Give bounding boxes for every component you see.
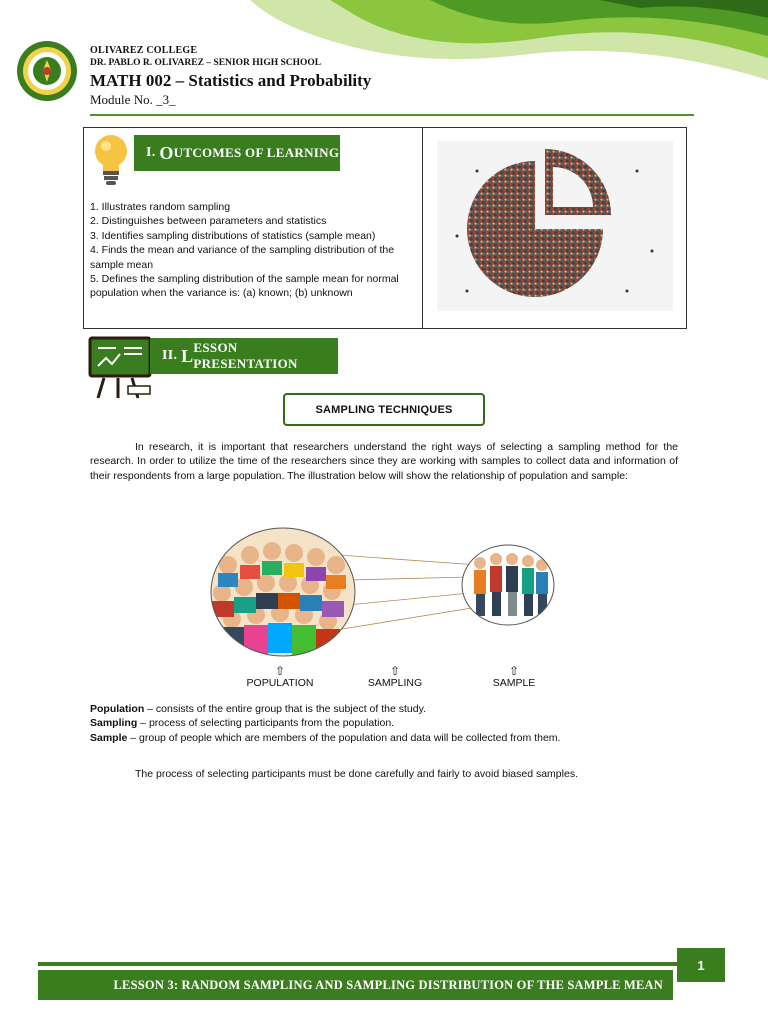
outcomes-heading-initial: O [159, 142, 174, 163]
definition-population [90, 702, 690, 716]
outcome-item: 2. Distinguishes between parameters and statistics [90, 215, 327, 228]
definition-sample [90, 731, 690, 745]
definition-text: – group of people which are members of the population and data will be collected from them. [127, 731, 561, 744]
up-arrow-icon: ⇧ [389, 664, 401, 678]
outcome-item: 4. Finds the mean and variance of the sampling distribution of the sample mean [90, 244, 395, 271]
footer-rule [38, 962, 725, 966]
sample-label [484, 665, 544, 689]
definition-text: – consists of the entire group that is the subject of the study. [144, 703, 426, 715]
definition-term: Population [90, 703, 145, 715]
up-arrow-icon: ⇧ [508, 664, 520, 678]
page-number: 1 [677, 948, 725, 982]
outcomes-table-divider [422, 127, 423, 329]
definition-term: Sample [90, 731, 128, 744]
teaching-board-icon [88, 336, 154, 400]
definition-sampling [90, 716, 690, 730]
sampling-label [360, 665, 430, 689]
definition-term: Sampling [90, 717, 138, 730]
lesson-heading-rest: ESSON PRESENTATION [193, 340, 298, 371]
lesson-heading-initial: L [181, 345, 194, 366]
header-text-block [90, 44, 371, 108]
header-rule [90, 114, 694, 116]
course-title: MATH 002 – Statistics and Probability [90, 71, 372, 90]
college-seal-logo [16, 40, 78, 102]
lesson-presentation-heading [150, 338, 338, 374]
sampling-techniques-title: SAMPLING TECHNIQUES [283, 393, 485, 426]
college-name: OLIVAREZ COLLEGE [90, 45, 198, 56]
population-label [240, 665, 320, 689]
module-number: Module No. _3_ [90, 92, 176, 107]
sampling-label-text: SAMPLING [367, 677, 423, 689]
population-sample-illustration [208, 525, 558, 660]
up-arrow-icon: ⇧ [274, 664, 286, 678]
population-label-text: POPULATION [246, 677, 314, 689]
outcome-item: 3. Identifies sampling distributions of statistics (sample mean) [90, 229, 376, 242]
outcomes-heading-rest: UTCOMES OF LEARNING [173, 145, 340, 160]
definition-text: – process of selecting participants from the population. [137, 717, 395, 730]
process-note: The process of selecting participants must be done carefully and fairly to avoid biased samples. [135, 768, 578, 780]
outcomes-heading-numeral: I. [146, 145, 160, 160]
lightbulb-icon [88, 131, 134, 189]
school-name: DR. PABLO R. OLIVAREZ – SENIOR HIGH SCHOOL [90, 58, 322, 68]
intro-paragraph: In research, it is important that researchers understand the right ways of selecting a sampling method for the research. In order to utilize the time of the researchers since they are working with samples to collect data and information of their respondents from a large population. The illustration below will show the relationship of population and sample: [90, 441, 678, 482]
outcomes-heading [134, 135, 340, 171]
definitions-list [90, 702, 690, 745]
learning-outcomes-list [90, 200, 412, 301]
sample-label-text: SAMPLE [492, 677, 536, 689]
lesson-heading-numeral: II. [162, 348, 182, 363]
footer-lesson-title: LESSON 3: RANDOM SAMPLING AND SAMPLING DISTRIBUTION OF THE SAMPLE MEAN [38, 970, 673, 1000]
crowd-pie-chart-image [437, 141, 673, 311]
outcome-item: 1. Illustrates random sampling [90, 201, 231, 213]
outcome-item: 5. Defines the sampling distribution of the sample mean for normal population when the variance is: (a) known; (b) unknown [90, 273, 399, 300]
